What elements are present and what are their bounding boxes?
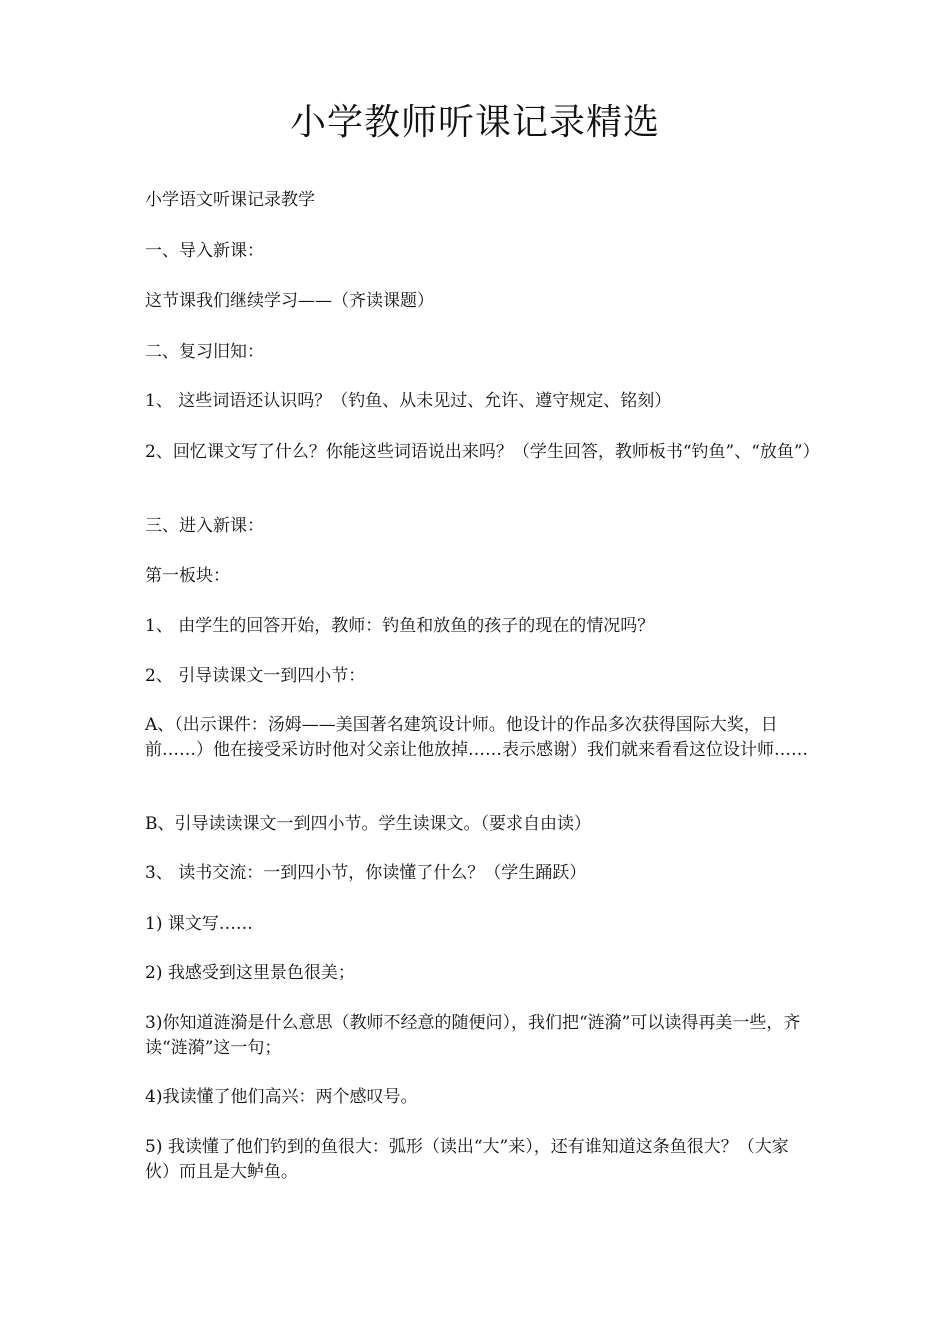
paragraph-section-3: 三、进入新课： xyxy=(145,516,264,536)
paragraph-item-3: 3、 读书交流：一到四小节，你读懂了什么？（学生踊跃） xyxy=(145,863,587,883)
paragraph-item-a: A、（出示课件：汤姆——美国著名建筑设计师。他设计的作品多次获得国际大奖，日前……）他在接受采访时他对父亲让他放掉……表示感谢）我们就来看看这位设计师…… xyxy=(145,715,808,760)
paragraph-block-1: 第一板块： xyxy=(145,566,230,586)
paragraph-sub-5: 5) 我读懂了他们钓到的鱼很大：弧形（读出“大”来），还有谁知道这条鱼很大？（大家伙）而且是大鲈鱼。 xyxy=(145,1137,789,1182)
paragraph-review-1: 1、 这些词语还认识吗？（钓鱼、从未见过、允许、遵守规定、铭刻） xyxy=(145,391,672,411)
paragraph-item-1: 1、 由学生的回答开始，教师：钓鱼和放鱼的孩子的现在的情况吗？ xyxy=(145,616,655,636)
paragraph-review-2: 2、回忆课文写了什么？你能这些词语说出来吗？（学生回答，教师板书“钓鱼”、“放鱼”） xyxy=(145,442,820,462)
document-title: 小学教师听课记录精选 xyxy=(289,102,660,143)
paragraph-section-1: 一、导入新课： xyxy=(145,241,264,261)
paragraph-sub-3: 3)你知道涟漪是什么意思（教师不经意的随便问），我们把“涟漪”可以读得再美一些，齐读“涟漪”这一句； xyxy=(145,1013,801,1058)
paragraph-sub-1: 1) 课文写…… xyxy=(145,914,253,934)
paragraph-item-2: 2、 引导读课文一到四小节： xyxy=(145,666,366,686)
paragraph-subject: 小学语文听课记录教学 xyxy=(145,190,315,210)
paragraph-sub-4: 4)我读懂了他们高兴：两个感叹号。 xyxy=(145,1087,418,1107)
paragraph-intro-text: 这节课我们继续学习——（齐读课题） xyxy=(145,291,434,311)
paragraph-section-2: 二、复习旧知： xyxy=(145,342,264,362)
paragraph-item-b: B、引导读读课文一到四小节。学生读课文。（要求自由读） xyxy=(145,814,591,834)
paragraph-sub-2: 2) 我感受到这里景色很美； xyxy=(145,963,355,983)
